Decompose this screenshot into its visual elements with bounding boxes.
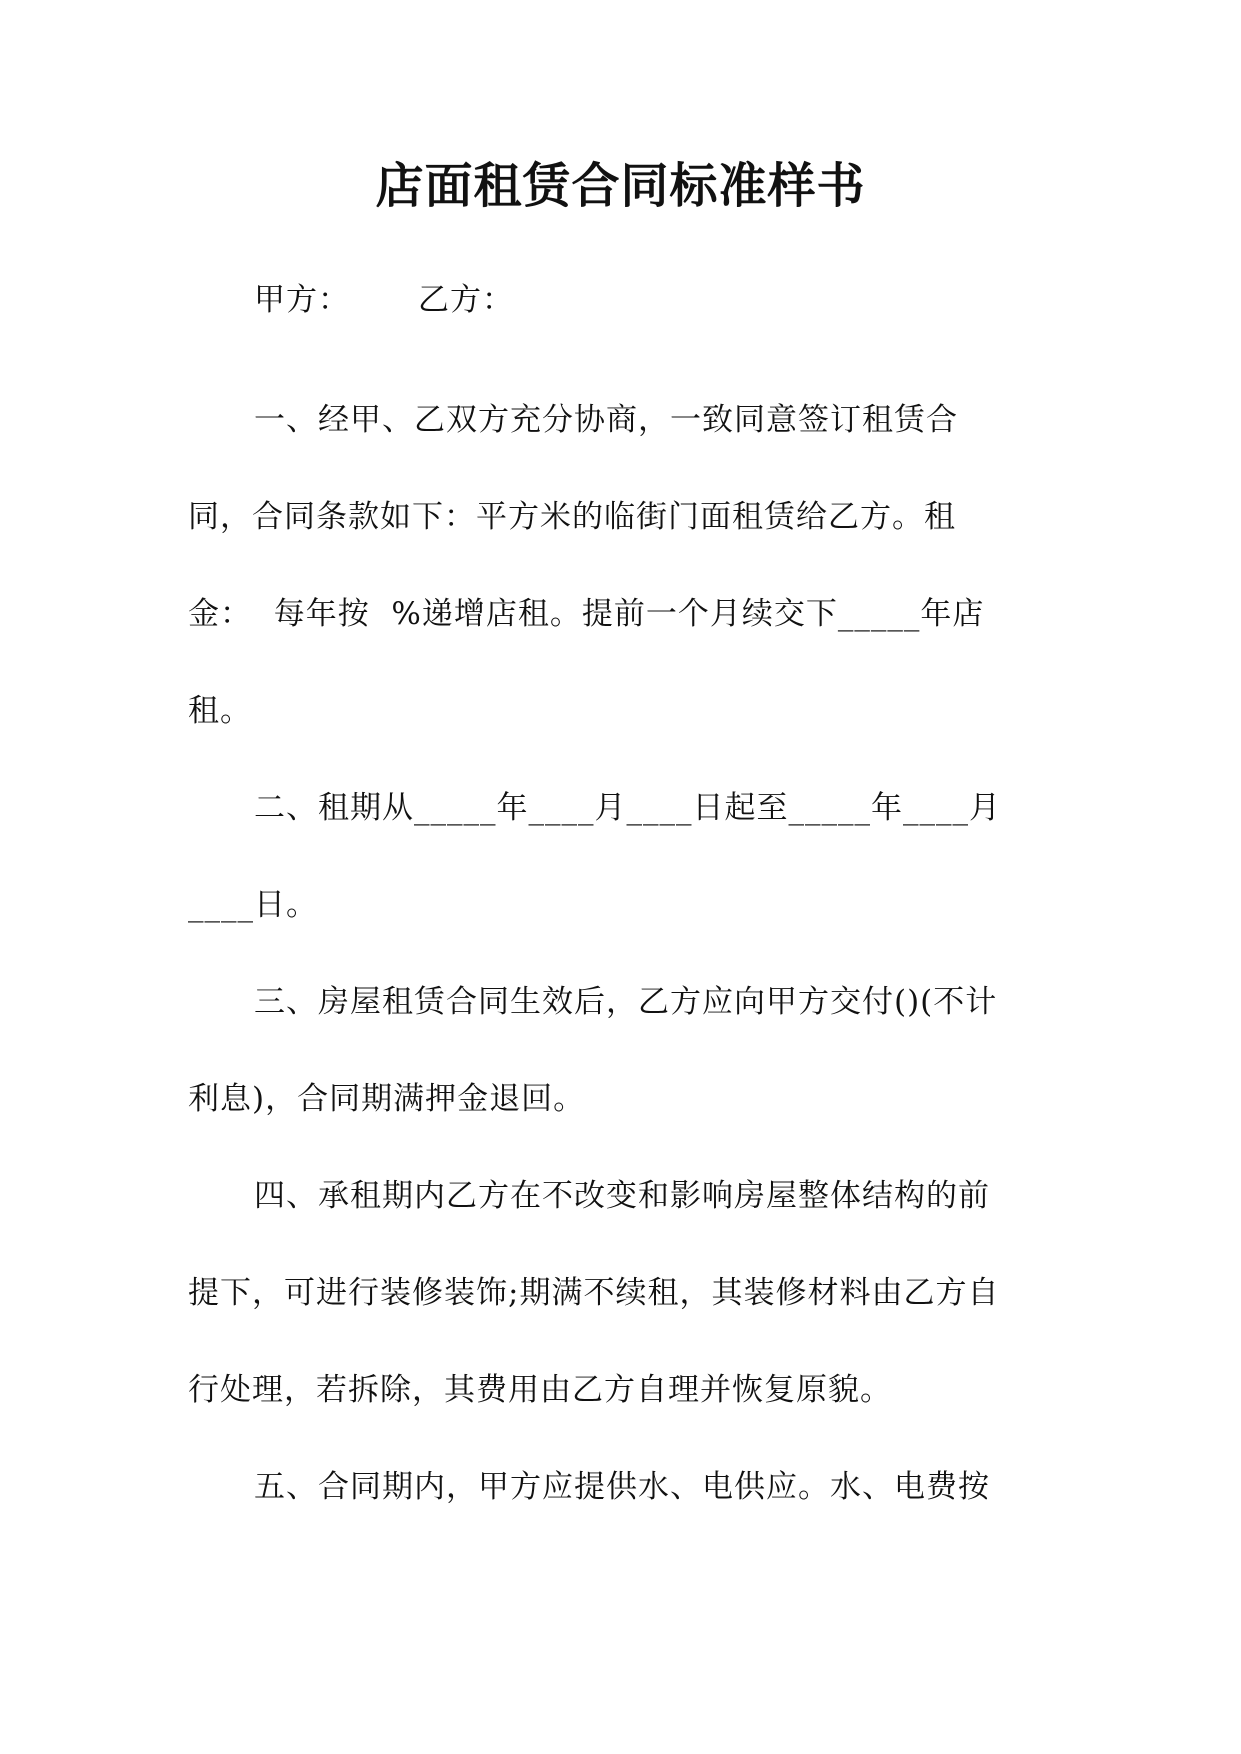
- document-title: 店面租赁合同标准样书: [375, 158, 866, 214]
- clause-1-line-3: 金： 每年按 %递增店租。提前一个月续交下_____年店: [188, 596, 985, 632]
- party-a-label: 甲方：: [254, 282, 350, 318]
- clause-3-line-2: 利息)，合同期满押金退回。: [188, 1081, 586, 1117]
- clause-4-line-1: 四、承租期内乙方在不改变和影响房屋整体结构的前: [254, 1178, 990, 1214]
- clause-3-line-1: 三、房屋租赁合同生效后，乙方应向甲方交付()(不计: [254, 984, 998, 1020]
- clause-1-line-1: 一、经甲、乙双方充分协商，一致同意签订租赁合: [254, 402, 958, 438]
- clause-1-line-2: 同，合同条款如下：平方米的临街门面租赁给乙方。租: [188, 499, 956, 535]
- clause-4-line-2: 提下，可进行装修装饰;期满不续租，其装修材料由乙方自: [188, 1275, 1000, 1311]
- clause-5-line-1: 五、合同期内，甲方应提供水、电供应。水、电费按: [254, 1469, 990, 1505]
- clause-2-line-1: 二、租期从_____年____月____日起至_____年____月: [254, 790, 1001, 826]
- clause-2-line-2: ____日。: [188, 887, 318, 923]
- clause-1-line-4: 租。: [188, 693, 252, 729]
- clause-4-line-3: 行处理，若拆除，其费用由乙方自理并恢复原貌。: [188, 1372, 892, 1408]
- party-b-label: 乙方：: [418, 282, 514, 318]
